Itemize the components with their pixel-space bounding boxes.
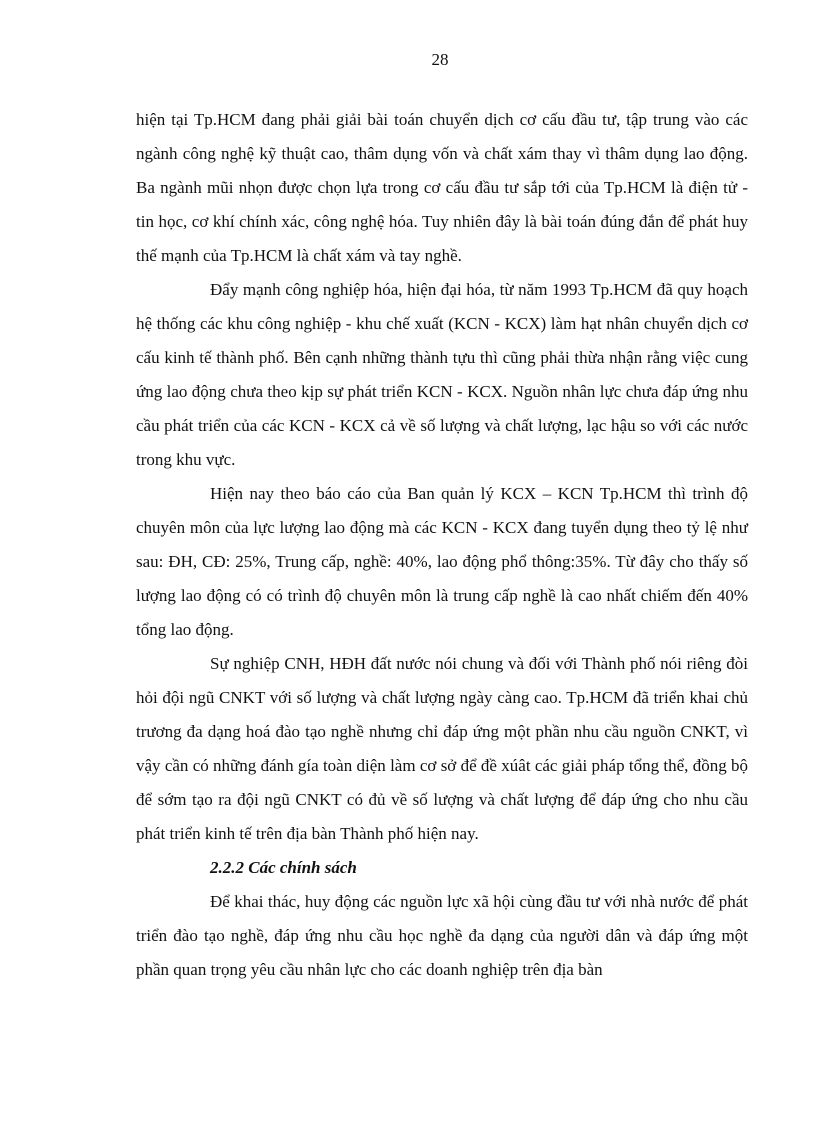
body-paragraph-3: Hiện nay theo báo cáo của Ban quản lý KCX – KCN Tp.HCM thì trình độ chuyên môn của lực lượng lao động mà các KCN - KCX đang tuyển dụng theo tỷ lệ như sau: ĐH, CĐ: 25%, Trung cấp, nghề: 40%, lao động phổ thông:35%. Từ đây cho thấy số lượng lao động có có trình độ chuyên môn là trung cấp nghề là cao nhất chiếm đến 40% tổng lao động. bbox=[136, 484, 748, 639]
page-number: 28 bbox=[431, 50, 449, 69]
section-paragraph-1: Để khai thác, huy động các nguồn lực xã hội cùng đầu tư với nhà nước để phát triển đào tạo nghề, đáp ứng nhu cầu học nghề đa dạng của người dân và đáp ứng một phần quan trọng yêu cầu nhân lực cho các doanh nghiệp trên địa bàn bbox=[136, 892, 748, 979]
document-body bbox=[136, 103, 748, 987]
body-paragraph-4: Sự nghiệp CNH, HĐH đất nước nói chung và đối với Thành phố nói riêng đòi hỏi đội ngũ CNKT với số lượng và chất lượng ngày càng cao. Tp.HCM đã triển khai chủ trương đa dạng hoá đào tạo nghề nhưng chỉ đáp ứng một phần nhu cầu nguồn CNKT, vì vậy cần có những đánh gía toàn diện làm cơ sở để đề xúât các giải pháp tổng thể, đồng bộ để sớm tạo ra đội ngũ CNKT có đủ về số lượng và chất lượng để đáp ứng cho nhu cầu phát triển kinh tế trên địa bàn Thành phố hiện nay. bbox=[136, 654, 748, 843]
section-heading: 2.2.2 Các chính sách bbox=[210, 858, 357, 877]
body-paragraph-2: Đẩy mạnh công nghiệp hóa, hiện đại hóa, từ năm 1993 Tp.HCM đã quy hoạch hệ thống các khu công nghiệp - khu chế xuất (KCN - KCX) làm hạt nhân chuyển dịch cơ cấu kinh tế thành phố. Bên cạnh những thành tựu thì cũng phải thừa nhận rằng việc cung ứng lao động chưa theo kịp sự phát triển KCN - KCX. Nguồn nhân lực chưa đáp ứng nhu cầu phát triển của các KCN - KCX cả về số lượng và chất lượng, lạc hậu so với các nước trong khu vực. bbox=[136, 280, 748, 469]
body-paragraph-1: hiện tại Tp.HCM đang phải giải bài toán chuyển dịch cơ cấu đầu tư, tập trung vào các ngành công nghệ kỹ thuật cao, thâm dụng vốn và chất xám thay vì thâm dụng lao động. Ba ngành mũi nhọn được chọn lựa trong cơ cấu đầu tư sắp tới của Tp.HCM là điện tử - tin học, cơ khí chính xác, công nghệ hóa. Tuy nhiên đây là bài toán đúng đắn để phát huy thế mạnh của Tp.HCM là chất xám và tay nghề. bbox=[136, 110, 748, 265]
